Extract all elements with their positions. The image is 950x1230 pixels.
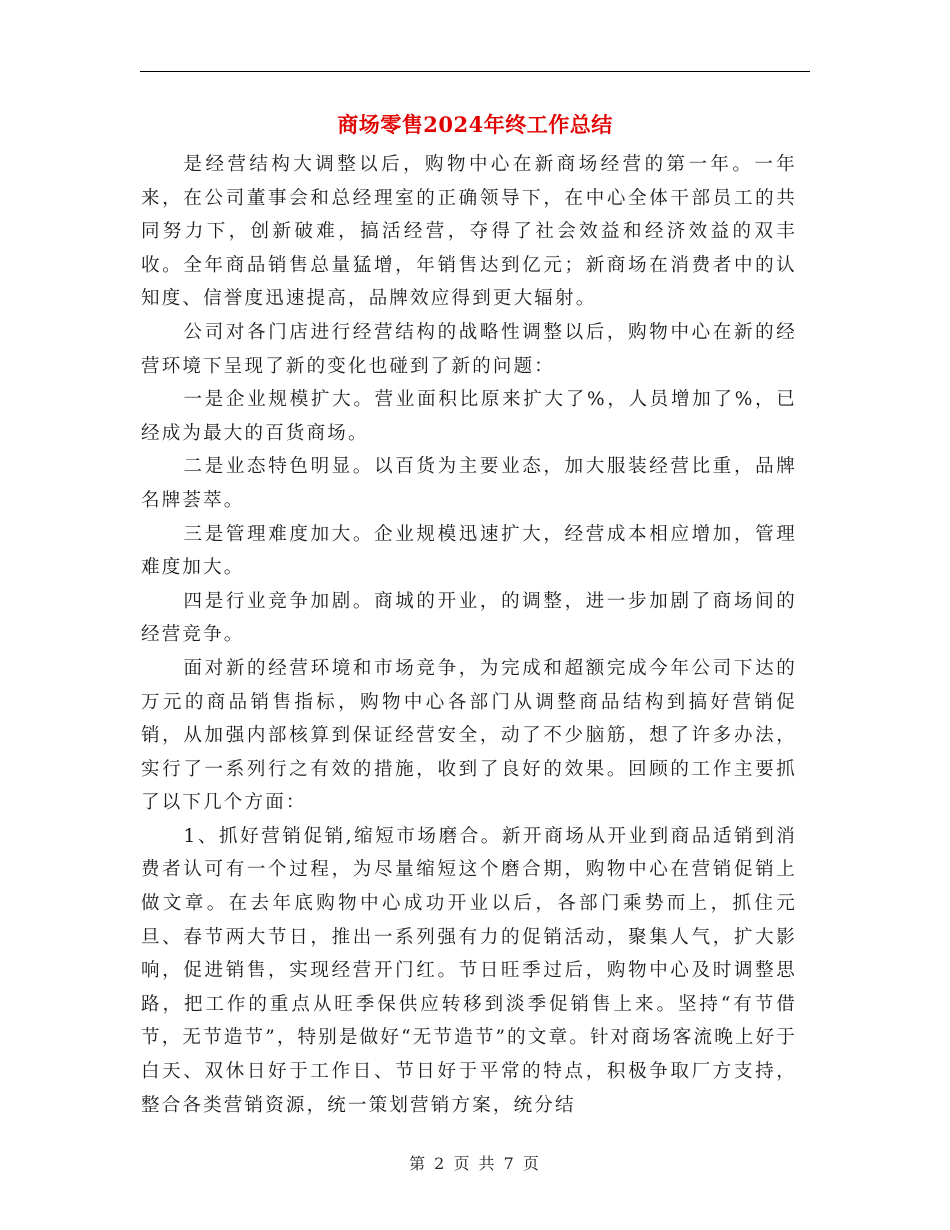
- paragraph: 一是企业规模扩大。营业面积比原来扩大了%，人员增加了%，已经成为最大的百货商场。: [141, 389, 797, 444]
- paragraph: 是经营结构大调整以后，购物中心在新商场经营的第一年。一年来，在公司董事会和总经理室的正确领导下，在中心全体干部员工的共同努力下，创新破难，搞活经营，夺得了社会效益和经济效益的双丰收。全年商品销售总量猛增，年销售达到亿元；新商场在消费者中的认知度、信誉度迅速提高，品牌效应得到更大辐射。: [141, 154, 797, 310]
- paragraph: 公司对各门店进行经营结构的战略性调整以后，购物中心在新的经营环境下呈现了新的变化也碰到了新的问题：: [141, 321, 797, 377]
- document-body: [141, 148, 797, 1122]
- document-title: 商场零售2024年终工作总结: [337, 112, 613, 137]
- page-footer: 第 2 页 共 7 页: [409, 1154, 541, 1173]
- paragraph: 1、抓好营销促销,缩短市场磨合。新开商场从开业到商品适销到消费者认可有一个过程，为尽量缩短这个磨合期，购物中心在营销促销上做文章。在去年底购物中心成功开业以后，各部门乘势而上，抓住元旦、春节两大节日，推出一系列强有力的促销活动，聚集人气，扩大影响，促进销售，实现经营开门红。节日旺季过后，购物中心及时调整思路，把工作的重点从旺季保供应转移到淡季促销售上来。坚持“有节借节，无节造节”，特别是做好“无节造节”的文章。针对商场客流晚上好于白天、双休日好于工作日、节日好于平常的特点，积极争取厂方支持，整合各类营销资源，统一策划营销方案，统分结: [141, 825, 797, 1116]
- paragraph: 四是行业竞争加剧。商城的开业，的调整，进一步加剧了商场间的经营竞争。: [141, 590, 797, 646]
- paragraph: 三是管理难度加大。企业规模迅速扩大，经营成本相应增加，管理难度加大。: [141, 523, 797, 579]
- paragraph: 面对新的经营环境和市场竞争，为完成和超额完成今年公司下达的万元的商品销售指标，购物中心各部门从调整商品结构到搞好营销促销，从加强内部核算到保证经营安全，动了不少脑筋，想了许多办法，实行了一系列行之有效的措施，收到了良好的效果。回顾的工作主要抓了以下几个方面：: [141, 657, 797, 814]
- header-rule: [140, 71, 810, 72]
- paragraph: 二是业态特色明显。以百货为主要业态，加大服装经营比重，品牌名牌荟萃。: [141, 456, 797, 511]
